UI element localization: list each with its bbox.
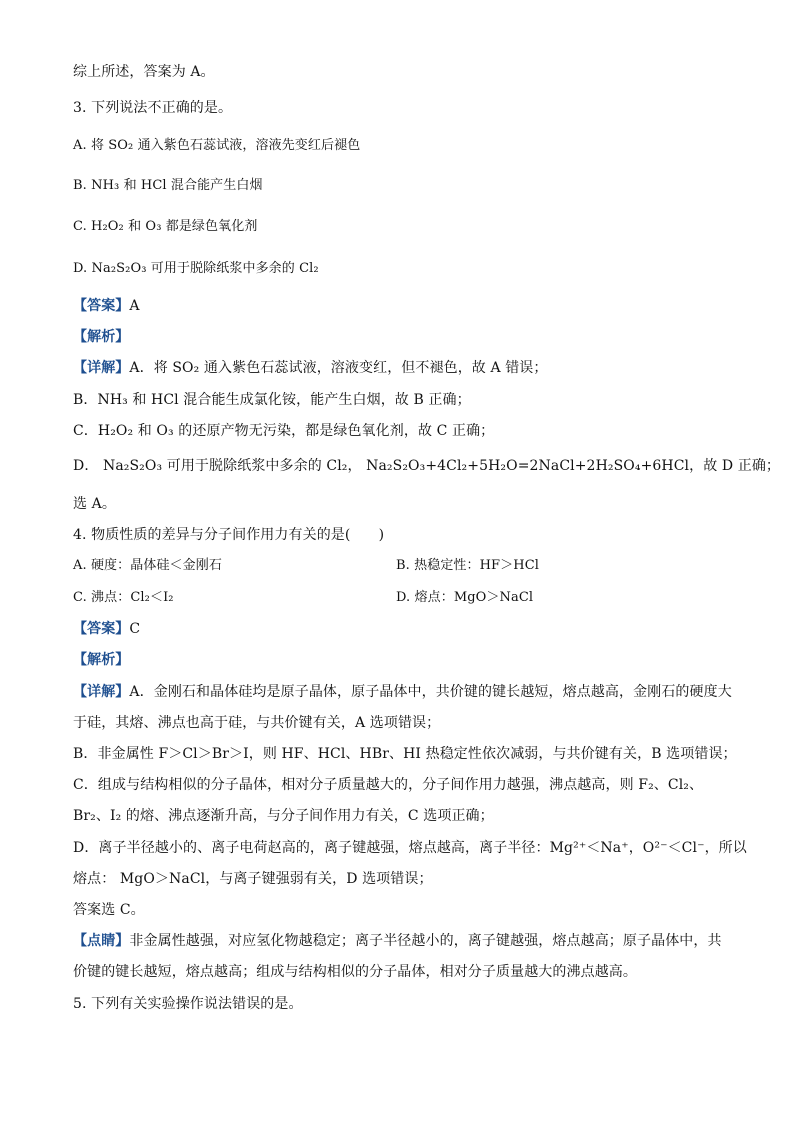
- detail-tag: 【详解】: [73, 684, 130, 700]
- question-3-option-d: D. Na₂S₂O₃ 可用于脱除纸浆中多余的 Cl₂: [73, 261, 319, 276]
- question-4-detail-d2: 熔点： MgO＞NaCl，与离子键强弱有关，D 选项错误；: [73, 871, 433, 887]
- question-3-option-a: A. 将 SO₂ 通入紫色石蕊试液，溶液先变红后褪色: [73, 138, 361, 153]
- question-3-selection: 选 A。: [73, 496, 116, 512]
- question-4-detail-d1: D．离子半径越小的、离子电荷赵高的，离子键越强，熔点越高，离子半径：Mg²⁺＜Na⁺，O²⁻＜Cl⁻，所以: [73, 840, 747, 856]
- question-3-option-c: C. H₂O₂ 和 O₃ 都是绿色氧化剂: [73, 219, 258, 234]
- question-5-stem: 5. 下列有关实验操作说法错误的是。: [73, 996, 303, 1012]
- question-4-option-c: C. 沸点：Cl₂＜I₂: [73, 590, 174, 605]
- question-3-option-b: B. NH₃ 和 HCl 混合能产生白烟: [73, 178, 263, 193]
- detail-text: A．金刚石和晶体硅均是原子晶体，原子晶体中，共价键的键长越短，熔点越高，金刚石的硬度大: [129, 684, 732, 700]
- answer-value: C: [129, 621, 141, 637]
- question-4-option-d: D. 熔点：MgO＞NaCl: [396, 590, 534, 605]
- answer-tag: 【答案】: [73, 298, 130, 314]
- key-point-text: 非金属性越强，对应氢化物越稳定；离子半径越小的，离子键越强，熔点越高；原子晶体中，共: [129, 933, 722, 949]
- question-3-detail-a: [73, 358, 548, 378]
- question-4-detail-c1: C．组成与结构相似的分子晶体，相对分子质量越大的，分子间作用力越强，沸点越高，则 F₂、Cl₂、: [73, 777, 704, 793]
- answer-value: A: [129, 298, 140, 314]
- detail-text: A．将 SO₂ 通入紫色石蕊试液，溶液变红，但不褪色，故 A 错误；: [129, 360, 548, 376]
- conclusion-line: 综上所述，答案为 A。: [73, 64, 215, 80]
- key-point-tag: 【点睛】: [73, 933, 130, 949]
- question-3-detail-d: D． Na₂S₂O₃ 可用于脱除纸浆中多余的 Cl₂， Na₂S₂O₃+4Cl₂+5H₂O=2NaCl+2H₂SO₄+6HCl，故 D 正确；: [73, 458, 781, 474]
- question-4-key-point-2: 价键的键长越短，熔点越高；组成与结构相似的分子晶体，相对分子质量越大的沸点越高。: [73, 964, 637, 980]
- question-4-analysis-tag: 【解析】: [73, 652, 130, 668]
- question-4-detail-a2: 于硅，其熔、沸点也高于硅，与共价键有关，A 选项错误；: [73, 715, 441, 731]
- detail-tag: 【详解】: [73, 360, 130, 376]
- question-3-answer: [73, 296, 140, 316]
- question-4-answer: [73, 619, 140, 639]
- question-4-selection: 答案选 C。: [73, 902, 145, 918]
- question-4-option-a: A. 硬度：晶体硅＜金刚石: [73, 558, 222, 573]
- answer-tag: 【答案】: [73, 621, 130, 637]
- question-4-stem: 4. 物质性质的差异与分子间作用力有关的是( ): [73, 527, 385, 543]
- question-3-detail-b: B．NH₃ 和 HCl 混合能生成氯化铵，能产生白烟，故 B 正确；: [73, 392, 471, 408]
- question-3-stem: 3. 下列说法不正确的是。: [73, 100, 233, 116]
- question-4-detail-a1: [73, 682, 732, 702]
- question-3-analysis-tag: 【解析】: [73, 329, 130, 345]
- question-4-option-b: B. 热稳定性：HF＞HCl: [396, 558, 540, 573]
- question-3-detail-c: C．H₂O₂ 和 O₃ 的还原产物无污染，都是绿色氧化剂，故 C 正确；: [73, 423, 495, 439]
- question-4-detail-b: B．非金属性 F＞Cl＞Br＞I，则 HF、HCl、HBr、HI 热稳定性依次减弱，与共价键有关，B 选项错误；: [73, 746, 737, 762]
- question-4-detail-c2: Br₂、I₂ 的熔、沸点逐渐升高，与分子间作用力有关，C 选项正确；: [73, 808, 494, 824]
- question-4-key-point-1: [73, 931, 722, 951]
